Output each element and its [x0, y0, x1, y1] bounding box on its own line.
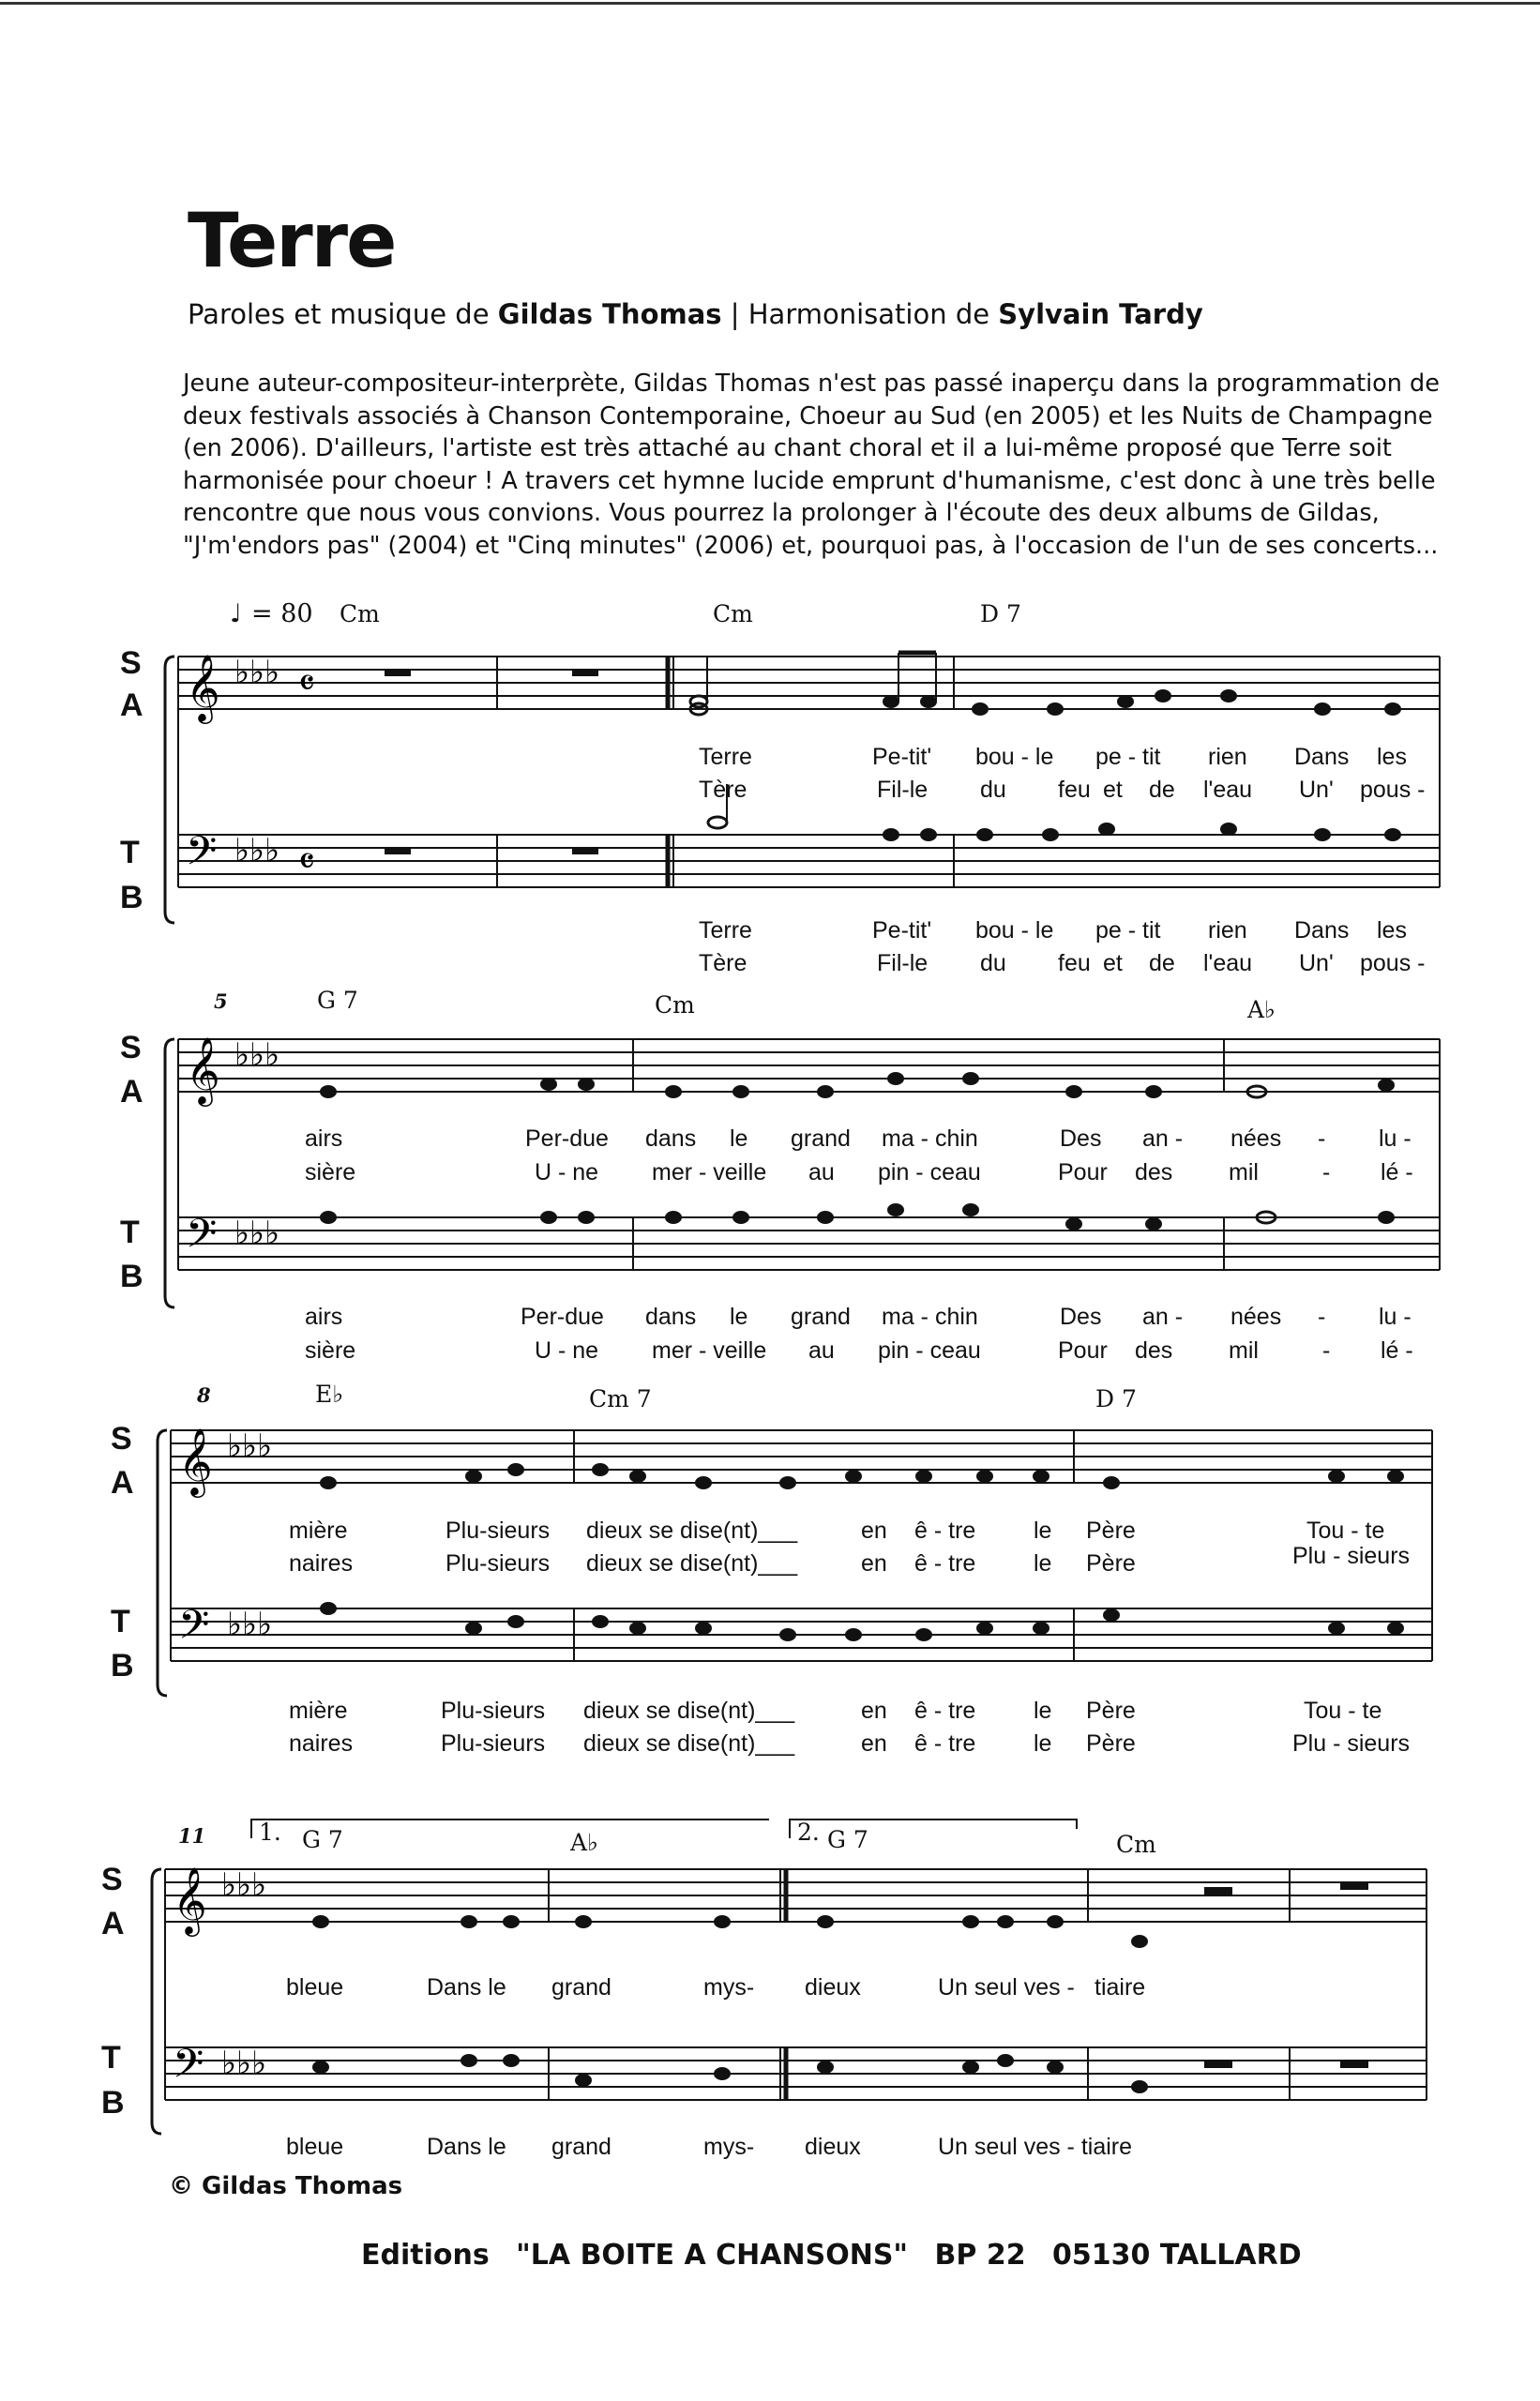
- tempo-note-icon: ♩: [230, 599, 242, 628]
- barlines: [178, 1039, 1440, 1270]
- whole-rest-icon: [385, 848, 411, 854]
- lyric: ê - tre: [914, 1730, 976, 1757]
- key-signature-icon: ♭♭♭: [227, 1427, 273, 1465]
- whole-rest-icon: [385, 670, 411, 676]
- key-signature-icon: ♭♭♭: [234, 654, 280, 691]
- lyric: pe - tit: [1095, 744, 1161, 770]
- lyric: en: [861, 1550, 887, 1577]
- staff-tb: [178, 1217, 1440, 1270]
- lyric: pin - ceau: [878, 1337, 981, 1364]
- lyric: Père: [1086, 1730, 1136, 1757]
- staff-tb: [171, 1608, 1432, 1661]
- lyric: -: [1318, 1125, 1326, 1152]
- system-bracket: [158, 1430, 167, 1696]
- lyric: Terre: [699, 744, 752, 770]
- lyric: le: [1034, 1698, 1052, 1724]
- key-signature-icon: ♭♭♭: [234, 832, 280, 869]
- lyric: Tou - te: [1306, 1518, 1385, 1544]
- lyric: l'eau: [1203, 950, 1253, 976]
- bass-clef-icon: 𝄢: [186, 828, 218, 884]
- lyric: le: [730, 1304, 748, 1330]
- lyric: bleue: [286, 1974, 344, 2001]
- lyric: en: [861, 1730, 887, 1757]
- lyric: an -: [1142, 1125, 1184, 1152]
- publisher-box: BP 22: [934, 2239, 1026, 2272]
- lyric: nées: [1230, 1125, 1282, 1152]
- credits-prefix: Paroles et musique de: [188, 298, 498, 330]
- lyric: les: [1377, 744, 1407, 770]
- song-title: Terre: [188, 197, 396, 284]
- lyric: Pe-tit': [872, 744, 932, 770]
- time-signature-icon: 𝄴: [298, 662, 315, 705]
- lyric: dieux se dise(nt)___: [583, 1730, 795, 1757]
- lyric: -: [1322, 1159, 1331, 1185]
- part-label-tenor: T: [120, 835, 140, 870]
- lyric: feu: [1058, 777, 1091, 803]
- intro-line: harmonisée pour choeur ! A travers cet hymne lucide emprunt d'humanisme, c'est donc à une très belle: [183, 466, 1436, 495]
- lyric: rien: [1208, 917, 1247, 944]
- system-bracket: [165, 657, 174, 923]
- lyric: Dans le: [427, 1974, 506, 2001]
- treble-clef-icon: 𝄞: [186, 1035, 220, 1104]
- lyric: Tère: [699, 950, 747, 976]
- lyric: lu -: [1379, 1304, 1412, 1330]
- credits-separator: | Harmonisation de: [721, 298, 999, 330]
- lyric: dieux se dise(nt)___: [586, 1550, 798, 1577]
- lyric: dieux: [805, 2134, 861, 2160]
- chord-symbol: G 7: [827, 1826, 868, 1853]
- lyric: Un': [1299, 950, 1334, 976]
- lyric: Plu - sieurs: [1292, 1543, 1411, 1569]
- barlines: [178, 657, 1440, 887]
- lyric: dieux se dise(nt)___: [586, 1518, 798, 1544]
- key-signature-icon: ♭♭♭: [221, 2045, 267, 2082]
- lyric: les: [1377, 917, 1407, 944]
- treble-clef-icon: 𝄞: [173, 1865, 207, 1934]
- lyric: le: [1034, 1730, 1052, 1757]
- lyric: U - ne: [535, 1159, 599, 1185]
- barlines: [171, 1430, 1432, 1661]
- lyric: Plu-sieurs: [445, 1518, 551, 1544]
- lyric: mer - veille: [652, 1337, 767, 1364]
- lyric: pous -: [1360, 950, 1426, 976]
- lyric: en: [861, 1518, 887, 1544]
- chord-symbol: D 7: [1095, 1385, 1137, 1412]
- lyric: ê - tre: [914, 1518, 976, 1544]
- lyric: Père: [1086, 1518, 1136, 1544]
- lyric: Père: [1086, 1698, 1136, 1724]
- lyric: au: [808, 1159, 835, 1185]
- lyric: bou - le: [975, 917, 1054, 944]
- bass-clef-icon: 𝄢: [173, 2041, 204, 2097]
- lyric: Plu-sieurs: [441, 1698, 546, 1724]
- measure-number: 8: [197, 1383, 211, 1407]
- lyric: grand: [551, 2134, 611, 2160]
- whole-rest-icon: [572, 670, 598, 676]
- lyric: le: [1034, 1550, 1052, 1577]
- lyric: mière: [289, 1698, 348, 1724]
- part-label-tenor: T: [120, 1215, 140, 1250]
- staff-sa: [178, 1039, 1440, 1092]
- lyric: pous -: [1360, 777, 1426, 803]
- lyric: mys-: [703, 1974, 755, 2001]
- lyric: sière: [305, 1337, 356, 1364]
- part-label-bass: B: [101, 2085, 125, 2121]
- lyric: Des: [1060, 1125, 1102, 1152]
- lyric: -: [1318, 1304, 1326, 1330]
- lyric: lu -: [1379, 1125, 1412, 1152]
- measure-number: 11: [178, 1824, 206, 1848]
- lyric: mer - veille: [652, 1159, 767, 1185]
- volta-label: 2.: [797, 1819, 820, 1846]
- part-label-soprano: S: [120, 645, 142, 681]
- treble-clef-icon: 𝄞: [178, 1427, 213, 1495]
- chord-symbol: Cm: [713, 600, 753, 627]
- lyric: airs: [305, 1125, 343, 1152]
- publisher-city: 05130 TALLARD: [1052, 2239, 1302, 2272]
- lyric: Pe-tit': [872, 917, 932, 944]
- staff-sa: [171, 1430, 1432, 1483]
- lyric: Un seul ves -: [938, 1974, 1075, 2001]
- system-1: [120, 599, 1440, 976]
- lyric: ma - chin: [882, 1304, 978, 1330]
- chord-symbol: Cm 7: [589, 1385, 652, 1412]
- lyric: et: [1103, 777, 1123, 803]
- part-label-soprano: S: [101, 1862, 123, 1897]
- lyric: Plu-sieurs: [441, 1730, 546, 1757]
- lyric: Des: [1060, 1304, 1102, 1330]
- lyric: dans: [645, 1125, 697, 1152]
- staff-sa: [178, 657, 1440, 709]
- lyric: grand: [551, 1974, 611, 2001]
- lyric: Un': [1299, 777, 1334, 803]
- chord-symbol: Cm: [1116, 1831, 1156, 1858]
- part-label-alto: A: [101, 1906, 125, 1941]
- lyric: an -: [1142, 1304, 1184, 1330]
- chord-symbol: A♭: [1247, 996, 1276, 1023]
- intro-line: deux festivals associés à Chanson Contemporaine, Choeur au Sud (en 2005) et les Nuits de Champagne: [183, 401, 1433, 430]
- lyric: Plu-sieurs: [445, 1550, 551, 1577]
- lyric: dans: [645, 1304, 697, 1330]
- lyric: et: [1103, 950, 1123, 976]
- lyric: grand: [791, 1125, 851, 1152]
- chord-symbol: G 7: [302, 1826, 343, 1853]
- whole-rest-icon: [572, 848, 598, 854]
- system-bracket: [152, 1869, 161, 2134]
- lyric: Plu - sieurs: [1292, 1730, 1411, 1757]
- chord-symbol: D 7: [980, 600, 1021, 627]
- tempo-marking: = 80: [251, 599, 313, 628]
- lyric: du: [980, 777, 1006, 803]
- chord-symbol: A♭: [570, 1829, 598, 1856]
- lyric: le: [730, 1125, 748, 1152]
- lyric: Père: [1086, 1550, 1136, 1577]
- lyric: le: [1034, 1518, 1052, 1544]
- lyric: naires: [289, 1550, 354, 1577]
- lyric: Dans le: [427, 2134, 506, 2160]
- lyric: lé -: [1381, 1337, 1413, 1364]
- lyric: ma - chin: [882, 1125, 978, 1152]
- measure-number: 5: [214, 989, 228, 1013]
- lyric: Per-due: [521, 1304, 604, 1330]
- lyric: mys-: [703, 2134, 755, 2160]
- part-label-alto: A: [111, 1465, 134, 1501]
- lyric: ê - tre: [914, 1550, 976, 1577]
- part-label-tenor: T: [101, 2040, 121, 2076]
- lyric: pe - tit: [1095, 917, 1161, 944]
- system-4: [101, 1819, 1427, 2160]
- part-label-alto: A: [120, 687, 143, 723]
- system-3: [111, 1381, 1432, 1757]
- lyric: Terre: [699, 917, 752, 944]
- staff-tb: [178, 835, 1440, 887]
- chord-symbol: E♭: [315, 1381, 344, 1408]
- lyric: mil: [1229, 1159, 1259, 1185]
- lyric: bleue: [286, 2134, 344, 2160]
- key-signature-icon: ♭♭♭: [227, 1606, 273, 1643]
- lyric: Tère: [699, 777, 747, 803]
- key-signature-icon: ♭♭♭: [234, 1036, 280, 1074]
- intro-line: "J'm'endors pas" (2004) et "Cinq minutes" (2006) et, pourquoi pas, à l'occasion de l'un de ses concerts...: [183, 531, 1439, 560]
- lyric: Tou - te: [1304, 1698, 1382, 1724]
- lyric: tiaire: [1095, 1974, 1146, 2001]
- lyric: bou - le: [975, 744, 1054, 770]
- part-label-tenor: T: [111, 1604, 130, 1639]
- chord-symbol: Cm: [340, 600, 380, 627]
- key-signature-icon: ♭♭♭: [221, 1866, 267, 1904]
- lyric: dieux: [805, 1974, 861, 2001]
- lyric: lé -: [1381, 1159, 1413, 1185]
- lyric: Pour: [1058, 1159, 1108, 1185]
- part-label-soprano: S: [111, 1421, 132, 1457]
- lyric: des: [1135, 1159, 1173, 1185]
- lyric: Per-due: [525, 1125, 609, 1152]
- system-bracket: [165, 1039, 174, 1307]
- lyric: sière: [305, 1159, 356, 1185]
- lyric: Pour: [1058, 1337, 1108, 1364]
- volta-label: 1.: [259, 1819, 281, 1846]
- bass-clef-icon: 𝄢: [178, 1602, 210, 1658]
- part-label-bass: B: [120, 1259, 143, 1294]
- part-label-soprano: S: [120, 1030, 142, 1065]
- staff-sa: [165, 1869, 1427, 1922]
- part-label-alto: A: [120, 1074, 143, 1110]
- staff-tb: [165, 2047, 1427, 2100]
- arranger-name: Sylvain Tardy: [998, 298, 1203, 330]
- chord-symbol: Cm: [655, 991, 695, 1019]
- lyric: pin - ceau: [878, 1159, 981, 1185]
- lyric: en: [861, 1698, 887, 1724]
- lyric: rien: [1208, 744, 1247, 770]
- lyric: naires: [289, 1730, 354, 1757]
- bass-clef-icon: 𝄢: [186, 1211, 218, 1267]
- lyric: au: [808, 1337, 835, 1364]
- barlines: [165, 1869, 1427, 2100]
- treble-clef-icon: 𝄞: [186, 653, 220, 721]
- lyric: de: [1149, 950, 1175, 976]
- time-signature-icon: 𝄴: [298, 840, 315, 883]
- lyric: ê - tre: [914, 1698, 976, 1724]
- lyric: -: [1322, 1337, 1331, 1364]
- lyric: l'eau: [1203, 777, 1253, 803]
- lyric: Dans: [1294, 917, 1350, 944]
- lyric: des: [1135, 1337, 1173, 1364]
- copyright-notice: © Gildas Thomas: [169, 2172, 403, 2200]
- lyric: feu: [1058, 950, 1091, 976]
- lyric: Fil-le: [877, 777, 929, 803]
- publisher-label: Editions: [361, 2239, 490, 2272]
- lyric: airs: [305, 1304, 343, 1330]
- lyric: U - ne: [535, 1337, 599, 1364]
- intro-line: rencontre que nous vous convions. Vous pourrez la prolonger à l'écoute des deux albums de Gildas,: [183, 499, 1380, 527]
- lyric: du: [980, 950, 1006, 976]
- lyric: grand: [791, 1304, 851, 1330]
- part-label-bass: B: [120, 880, 143, 915]
- part-label-bass: B: [111, 1648, 134, 1684]
- publisher-footer: [361, 2239, 1319, 2272]
- composer-name: Gildas Thomas: [497, 298, 722, 330]
- lyric: mil: [1229, 1337, 1259, 1364]
- lyric: dieux se dise(nt)___: [583, 1698, 795, 1724]
- publisher-name: "LA BOITE A CHANSONS": [516, 2239, 909, 2272]
- system-2: [120, 987, 1440, 1364]
- lyric: Dans: [1294, 744, 1350, 770]
- chord-symbol: G 7: [317, 987, 358, 1014]
- intro-line: Jeune auteur-compositeur-interprète, Gildas Thomas n'est pas passé inaperçu dans la programmation de: [183, 370, 1440, 398]
- lyric: Un seul ves - tiaire: [938, 2134, 1133, 2160]
- lyric: mière: [289, 1518, 348, 1544]
- lyric: Fil-le: [877, 950, 929, 976]
- intro-line: (en 2006). D'ailleurs, l'artiste est très attaché au chant choral et il a lui-même proposé que Terre soit: [183, 434, 1392, 462]
- lyric: de: [1149, 777, 1175, 803]
- lyric: nées: [1230, 1304, 1282, 1330]
- key-signature-icon: ♭♭♭: [234, 1215, 280, 1252]
